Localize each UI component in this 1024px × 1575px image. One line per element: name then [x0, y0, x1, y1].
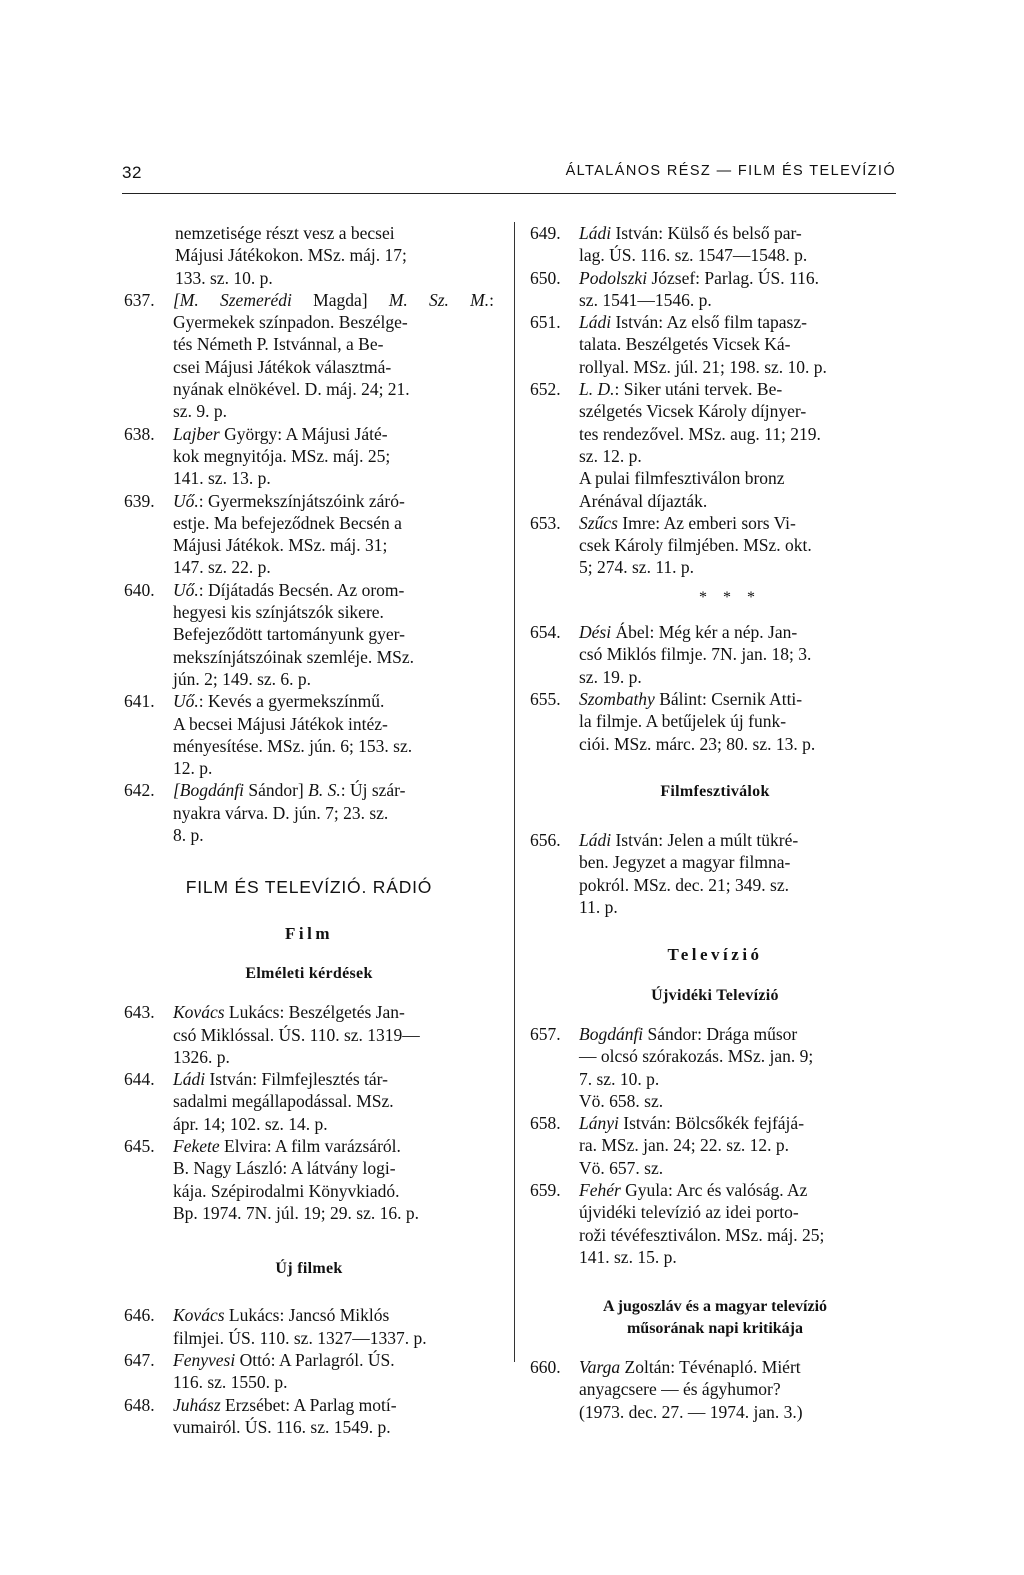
- entry-text: Varga Zoltán: Tévénapló. Miért anyagcsere — és ágyhumor? (1973. dec. 27. — 1974. jan. 3.): [579, 1357, 803, 1422]
- entry-author: Bogdánfi: [579, 1023, 644, 1044]
- entry-text: Lányi István: Bölcsőkék fejfájá- ra. MSz. jan. 24; 22. sz. 12. p. Vö. 657. sz.: [579, 1113, 805, 1178]
- entry-number: 652.: [530, 379, 561, 400]
- entry-author: Varga: [579, 1357, 621, 1378]
- entry-number: 648.: [124, 1394, 155, 1415]
- entry-641: [124, 690, 494, 779]
- entry-642: [124, 779, 494, 846]
- entry-author: [Bogdánfi: [173, 780, 244, 801]
- entry-643: [124, 1001, 494, 1068]
- entry-text: Szűcs Imre: Az emberi sors Vi- csek Károly filmjében. MSz. okt. 5; 274. sz. 11. p.: [579, 512, 812, 578]
- entry-text: Kovács Lukács: Beszélgetés Jan- csó Miklóssal. ÚS. 110. sz. 1319— 1326. p.: [173, 1002, 420, 1067]
- film-heading: Film: [285, 923, 333, 943]
- entry-text: Ládi István: Az első film tapasz- talata. Beszélgetés Vicsek Ká- rollyal. MSz. júl. 21; 198. sz. 10. p.: [579, 312, 827, 377]
- section-separator-stars: * * *: [699, 588, 761, 606]
- entry-author: Fehér: [579, 1179, 621, 1200]
- entry-text: [Bogdánfi Sándor] B. S.: Új szár- nyakra várva. D. jún. 7; 23. sz. 8. p.: [173, 780, 406, 846]
- critique-heading: A jugoszláv és a magyar televízió műsorának napi kritikája: [602, 1298, 828, 1338]
- entry-text: Fekete Elvira: A film varázsáról. B. Nagy László: A látvány logi- kája. Szépirodalmi Könyvkiadó. Bp. 1974. 7N. júl. 19; 29. sz. 16. p.: [173, 1135, 419, 1223]
- entry-650: [530, 267, 900, 312]
- entry-author: [M. Szemerédi: [173, 289, 292, 310]
- entry-number: 650.: [530, 267, 561, 288]
- entry-text: Juhász Erzsébet: A Parlag motí- vumairól. ÚS. 116. sz. 1549. p.: [173, 1394, 397, 1437]
- entry-text: [M. Szemerédi Magda] M. Sz. M.: Gyermekek színpadon. Beszélge- tés Németh P. Istvánnal, a Be- csei Májusi Játékok választmá- nyának elnökével. D. máj. 24; 21. sz. 9. p.: [173, 289, 494, 422]
- entry-author: Ládi: [579, 312, 612, 333]
- entry-author: Lajber: [173, 423, 220, 444]
- entry-number: 646.: [124, 1305, 155, 1326]
- new-films-heading: Új filmek: [275, 1260, 343, 1278]
- entry-author: Ládi: [173, 1069, 206, 1090]
- entry-number: 653.: [530, 512, 561, 533]
- entry-658: [530, 1112, 900, 1179]
- entry-660: [530, 1356, 900, 1423]
- entry-639: [124, 490, 494, 579]
- entry-number: 645.: [124, 1135, 155, 1156]
- entry-number: 659.: [530, 1179, 561, 1200]
- entry-text: Uő.: Díjátadás Becsén. Az orom- hegyesi kis színjátszók sikere. Befejeződött tartományunk gyer- mekszínjátszóinak szemléje. MSz. jún. 2; 149. sz. 6. p.: [173, 579, 415, 689]
- column-divider: [514, 222, 515, 1362]
- entry-text: Podolszki József: Parlag. ÚS. 116. sz. 1541—1546. p.: [579, 267, 819, 310]
- entry-text: Ládi István: Filmfejlesztés tár- sadalmi megállapodással. MSz. ápr. 14; 102. sz. 14. p.: [173, 1069, 394, 1134]
- entry-author: Fekete: [173, 1135, 220, 1156]
- entry-number: 638.: [124, 423, 155, 444]
- entry-text: Uő.: Kevés a gyermekszínmű. A becsei Májusi Játékok intéz- ményesítése. MSz. jún. 6; 153. sz. 12. p.: [173, 691, 413, 779]
- entry-number: 642.: [124, 780, 155, 801]
- entry-text: Bogdánfi Sándor: Drága műsor — olcsó szórakozás. MSz. jan. 9; 7. sz. 10. p. Vö. 658. sz.: [579, 1023, 814, 1111]
- entry-number: 641.: [124, 691, 155, 712]
- page-header: [0, 0, 1024, 200]
- entry-number: 656.: [530, 830, 561, 851]
- entry-number: 640.: [124, 579, 155, 600]
- entry-637: [124, 289, 494, 423]
- entry-648: [124, 1394, 494, 1439]
- entry-number: 647.: [124, 1350, 155, 1371]
- entry-author: Szűcs: [579, 512, 618, 533]
- entry-author: Uő.: [173, 579, 199, 600]
- entry-656: [530, 829, 900, 918]
- entry-author: Uő.: [173, 691, 199, 712]
- entry-number: 655.: [530, 688, 561, 709]
- entry-author: L. D.: [579, 379, 615, 400]
- page-number: 32: [122, 163, 142, 182]
- entry-number: 657.: [530, 1023, 561, 1044]
- entry-number: 643.: [124, 1002, 155, 1023]
- entry-text: Dési Ábel: Még kér a nép. Jan- csó Miklós filmje. 7N. jan. 18; 3. sz. 19. p.: [579, 622, 812, 687]
- entry-number: 660.: [530, 1357, 561, 1378]
- entry-638: [124, 423, 494, 490]
- entry-text: Ládi István: Külső és belső par- lag. ÚS. 116. sz. 1547—1548. p.: [579, 223, 808, 266]
- entry-author: Lányi: [579, 1113, 619, 1134]
- entry-author: Ládi: [579, 830, 612, 851]
- entry-author: Dési: [579, 622, 612, 643]
- entry-text: Lajber György: A Májusi Játé- kok megnyitója. MSz. máj. 25; 141. sz. 13. p.: [173, 423, 391, 489]
- entry-author: Kovács: [173, 1002, 225, 1023]
- entry-number: 637.: [124, 289, 155, 310]
- continuation-text: nemzetisége részt vesz a becsei Májusi Játékokon. MSz. máj. 17; 133. sz. 10. p.: [175, 223, 407, 288]
- entry-number: 649.: [530, 223, 561, 243]
- entry-646: [124, 1304, 494, 1349]
- running-head: ÁLTALÁNOS RÉSZ — FILM ÉS TELEVÍZIÓ: [565, 163, 896, 179]
- left-column: [124, 222, 494, 1438]
- entry-number: 644.: [124, 1069, 155, 1090]
- entry-659: [530, 1179, 900, 1268]
- entry-652: [530, 378, 900, 512]
- entry-654: [530, 621, 900, 688]
- header-rule: [122, 193, 896, 194]
- entry-text: Ládi István: Jelen a múlt tükré- ben. Jegyzet a magyar filmna- pokról. MSz. dec. 21; 349. sz. 11. p.: [579, 830, 799, 918]
- right-column: [530, 222, 900, 1423]
- entry-text: Kovács Lukács: Jancsó Miklós filmjei. ÚS. 110. sz. 1327—1337. p.: [173, 1305, 427, 1348]
- entry-text: Szombathy Bálint: Csernik Atti- la filmje. A betűjelek új funk- ciói. MSz. márc. 23; 80. sz. 13. p.: [579, 688, 816, 754]
- entry-text: Fehér Gyula: Arc és valóság. Az újvidéki televízió az idei porto- roži tévéfesztiválon. MSz. máj. 25; 141. sz. 15. p.: [579, 1179, 825, 1267]
- entry-author: Ládi: [579, 223, 612, 243]
- entry-author: Uő.: [173, 490, 199, 511]
- entry-number: 654.: [530, 622, 561, 643]
- theory-heading: Elméleti kérdések: [245, 964, 373, 982]
- entry-number: 651.: [530, 312, 561, 333]
- entry-number: 658.: [530, 1113, 561, 1134]
- entry-author: Szombathy: [579, 688, 655, 709]
- entry-657: [530, 1023, 900, 1112]
- entry-653: [530, 512, 900, 579]
- entry-647: [124, 1349, 494, 1394]
- entry-text: Fenyvesi Ottó: A Parlagról. ÚS. 116. sz. 1550. p.: [173, 1350, 395, 1393]
- entry-640: [124, 579, 494, 690]
- entry-651: [530, 311, 900, 378]
- entry-number: 639.: [124, 490, 155, 511]
- entry-645: [124, 1135, 494, 1224]
- entry-644: [124, 1068, 494, 1135]
- entry-text: Uő.: Gyermekszínjátszóink záró- estje. Ma befejeződnek Becsén a Májusi Játékok. MSz. máj. 31; 147. sz. 22. p.: [173, 490, 405, 578]
- entry-author: Podolszki: [579, 267, 648, 288]
- entry-author: Kovács: [173, 1305, 225, 1326]
- novi-sad-tv-heading: Újvidéki Televízió: [651, 986, 779, 1004]
- section-title: FILM ÉS TELEVÍZIÓ. RÁDIÓ: [185, 877, 433, 898]
- entry-author: Juhász: [173, 1394, 221, 1415]
- tv-heading: Televízió: [667, 945, 763, 965]
- entry-text: L. D.: Siker utáni tervek. Be- szélgetés Vicsek Károly díjnyer- tes rendezővel. MSz. aug. 11; 219. sz. 12. p. A pulai filmfesztiválon bronz Arénával díjazták.: [579, 379, 821, 511]
- festivals-heading: Filmfesztiválok: [660, 782, 770, 800]
- entry-author: Fenyvesi: [173, 1350, 236, 1371]
- entry-649: [530, 222, 900, 267]
- entry-655: [530, 688, 900, 755]
